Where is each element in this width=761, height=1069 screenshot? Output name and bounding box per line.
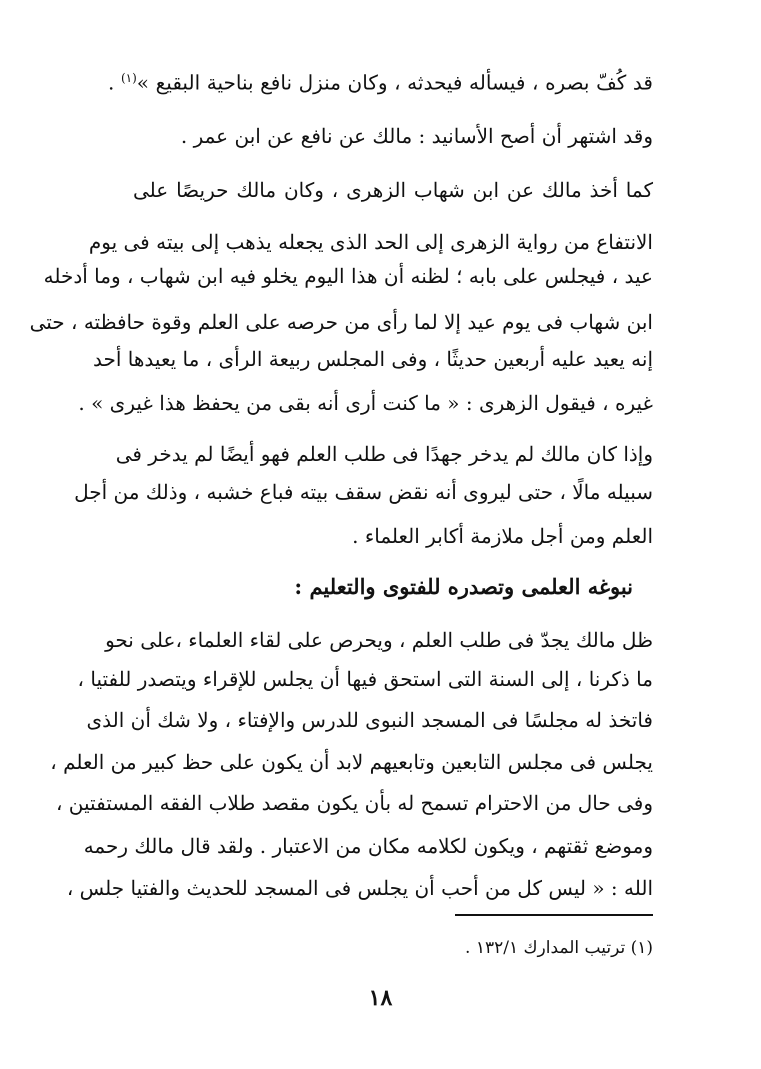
text-line-3: كما أخذ مالك عن ابن شهاب الزهرى ، وكان مالك حريصًا على <box>133 178 653 202</box>
text-line-17: وموضع ثقتهم ، ويكون لكلامه مكان من الاعتبار . ولقد قال مالك رحمه <box>83 834 653 858</box>
text-line-9: وإذا كان مالك لم يدخر جهدًا فى طلب العلم فهو أيضًا لم يدخر فى <box>115 442 653 466</box>
line-1-text: قد كُفّ بصره ، فيسأله فيحدثه ، وكان منزل نافع بناحية البقيع » <box>136 70 653 95</box>
text-line-8: غيره ، فيقول الزهرى : « ما كنت أرى أنه بقى من يحفظ هذا غيرى » . <box>78 391 653 415</box>
footnote-separator <box>455 914 653 916</box>
text-line-13: ما ذكرنا ، إلى السنة التى استحق فيها أن يجلس للإقراء ويتصدر للفتيا ، <box>77 667 653 691</box>
text-line-1 <box>108 64 653 97</box>
text-line-4: الانتفاع من رواية الزهرى إلى الحد الذى يجعله يذهب إلى بيته فى يوم <box>88 230 653 254</box>
text-line-15: يجلس فى مجلس التابعين وتابعيهم لابد أن يكون على حظ كبير من العلم ، <box>50 750 653 774</box>
text-line-12: ظل مالك يجدّ فى طلب العلم ، ويحرص على لقاء العلماء ،على نحو <box>105 628 653 652</box>
text-line-18: الله : « ليس كل من أحب أن يجلس فى المسجد للحديث والفتيا جلس ، <box>66 876 653 900</box>
footnote-marker: (١) <box>120 71 137 85</box>
text-line-6: ابن شهاب فى يوم عيد إلا لما رأى من حرصه على العلم وقوة حافظته ، حتى <box>29 310 653 334</box>
text-line-5: عيد ، فيجلس على بابه ؛ لظنه أن هذا اليوم يخلو فيه ابن شهاب ، وما أدخله <box>43 264 653 288</box>
line-1-end: . <box>108 70 115 95</box>
text-line-7: إنه يعيد عليه أربعين حديثًا ، وفى المجلس ربيعة الرأى ، ما يعيدها أحد <box>93 347 653 371</box>
text-line-11: العلم ومن أجل ملازمة أكابر العلماء . <box>352 524 653 548</box>
text-line-2: وقد اشتهر أن أصح الأسانيد : مالك عن نافع عن ابن عمر . <box>180 124 653 148</box>
text-line-16: وفى حال من الاحترام تسمح له بأن يكون مقصد طلاب الفقه المستفتين ، <box>55 791 653 815</box>
text-line-10: سبيله مالًا ، حتى ليروى أنه نقض سقف بيته فباع خشبه ، وذلك من أجل <box>74 480 653 504</box>
section-heading: نبوغه العلمى وتصدره للفتوى والتعليم : <box>294 574 633 599</box>
text-line-14: فاتخذ له مجلسًا فى المسجد النبوى للدرس والإفتاء ، ولا شك أن الذى <box>86 708 653 732</box>
page-number: ١٨ <box>368 985 393 1011</box>
footnote: (١) ترتيب المدارك ١٣٢/١ . <box>465 938 653 958</box>
